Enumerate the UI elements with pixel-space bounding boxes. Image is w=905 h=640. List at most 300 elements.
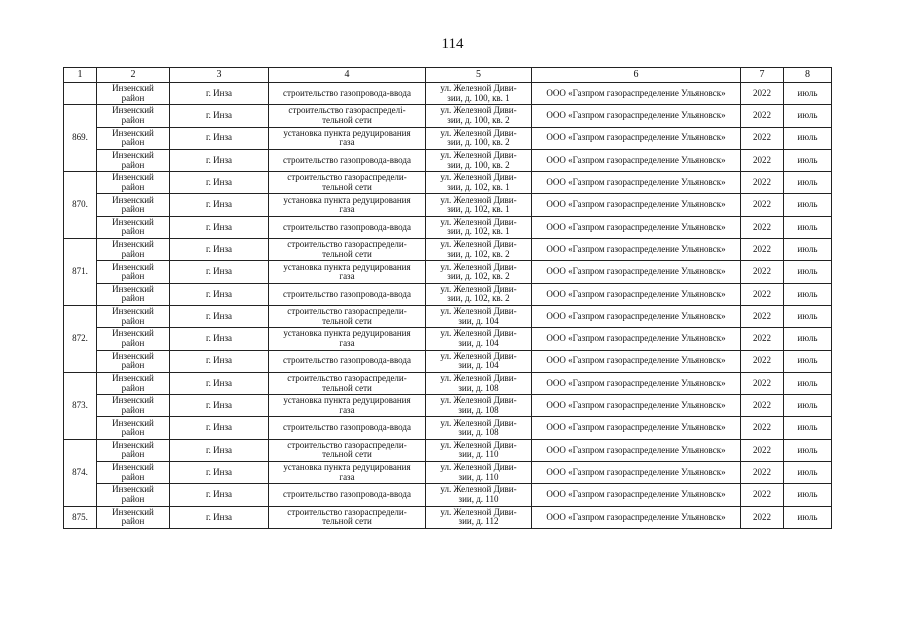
address-cell-line: зии, д. 104 xyxy=(458,315,499,326)
city-cell xyxy=(170,83,269,105)
address-cell-line: ул. Железной Диви- xyxy=(440,194,517,205)
year-cell-line: 2022 xyxy=(753,333,771,344)
city-cell xyxy=(170,350,269,372)
month-cell xyxy=(784,216,832,238)
address-cell-line: ул. Железной Диви- xyxy=(440,306,517,317)
address-cell-line: зии, д. 102, кв. 1 xyxy=(447,226,510,237)
work-cell xyxy=(269,328,426,350)
work-cell-line: строительство газораспредели- xyxy=(287,172,407,183)
address-cell-line: ул. Железной Диви- xyxy=(440,261,517,272)
month-cell-line: июль xyxy=(797,221,818,232)
work-cell xyxy=(269,239,426,261)
year-cell xyxy=(741,172,784,194)
address-cell-line: ул. Железной Диви- xyxy=(440,439,517,450)
work-cell xyxy=(269,462,426,484)
district-cell-line: район xyxy=(121,204,145,215)
organization-cell xyxy=(532,83,741,105)
district-cell-line: район xyxy=(121,293,145,304)
month-cell xyxy=(784,350,832,372)
work-cell-line: газа xyxy=(339,271,355,282)
district-cell xyxy=(97,417,170,439)
item-number: 869. xyxy=(64,105,97,172)
column-header: 7 xyxy=(741,68,784,83)
work-cell-line: тельной сети xyxy=(322,382,372,393)
column-header: 1 xyxy=(64,68,97,83)
district-cell-line: район xyxy=(121,248,145,259)
year-cell xyxy=(741,261,784,283)
work-cell xyxy=(269,261,426,283)
year-cell-line: 2022 xyxy=(753,511,771,522)
year-cell-line: 2022 xyxy=(753,288,771,299)
year-cell-line: 2022 xyxy=(753,466,771,477)
district-cell-line: Инзенский xyxy=(112,172,154,183)
district-cell xyxy=(97,239,170,261)
city-cell-line: г. Инза xyxy=(205,444,233,455)
organization-cell xyxy=(532,127,741,149)
address-cell xyxy=(426,305,532,327)
city-cell xyxy=(170,149,269,171)
work-cell-line: строительство газораспредели- xyxy=(287,239,407,250)
month-cell-line: июль xyxy=(797,333,818,344)
organization-cell-line: ООО «Газпром газораспределение Ульяновск» xyxy=(546,400,726,411)
organization-cell-line: ООО «Газпром газораспределение Ульяновск» xyxy=(546,511,726,522)
city-cell xyxy=(170,462,269,484)
table-row xyxy=(64,372,832,394)
header-row xyxy=(64,68,832,83)
address-cell xyxy=(426,149,532,171)
city-cell-line: г. Инза xyxy=(205,177,233,188)
organization-cell-line: ООО «Газпром газораспределение Ульяновск» xyxy=(546,377,726,388)
work-cell xyxy=(269,149,426,171)
address-cell xyxy=(426,462,532,484)
address-cell-line: зии, д. 100, кв. 2 xyxy=(447,114,510,125)
month-cell xyxy=(784,462,832,484)
year-cell-line: 2022 xyxy=(753,310,771,321)
year-cell xyxy=(741,105,784,127)
address-cell-line: ул. Железной Диви- xyxy=(440,83,517,94)
district-cell xyxy=(97,283,170,305)
district-cell xyxy=(97,372,170,394)
city-cell xyxy=(170,372,269,394)
organization-cell xyxy=(532,239,741,261)
address-cell-line: ул. Железной Диви- xyxy=(440,172,517,183)
table-row xyxy=(64,283,832,305)
city-cell-line: г. Инза xyxy=(205,333,233,344)
organization-cell-line: ООО «Газпром газораспределение Ульяновск» xyxy=(546,422,726,433)
year-cell-line: 2022 xyxy=(753,87,771,98)
month-cell-line: июль xyxy=(797,288,818,299)
work-cell-line: установка пункта редуцирования xyxy=(283,194,411,205)
organization-cell-line: ООО «Газпром газораспределение Ульяновск» xyxy=(546,355,726,366)
year-cell-line: 2022 xyxy=(753,444,771,455)
district-cell xyxy=(97,350,170,372)
district-cell-line: район xyxy=(121,159,145,170)
organization-cell-line: ООО «Газпром газораспределение Ульяновск» xyxy=(546,221,726,232)
table-row xyxy=(64,328,832,350)
month-cell-line: июль xyxy=(797,377,818,388)
work-cell xyxy=(269,216,426,238)
organization-cell xyxy=(532,328,741,350)
address-cell-line: зии, д. 102, кв. 2 xyxy=(447,293,510,304)
address-cell xyxy=(426,439,532,461)
work-cell-line: строительство газораспредели- xyxy=(287,306,407,317)
address-cell-line: зии, д. 108 xyxy=(458,427,499,438)
district-cell-line: район xyxy=(121,114,145,125)
district-cell-line: Инзенский xyxy=(112,373,154,383)
month-cell xyxy=(784,439,832,461)
column-header: 4 xyxy=(269,68,426,83)
month-cell xyxy=(784,83,832,105)
table-row xyxy=(64,462,832,484)
address-cell xyxy=(426,172,532,194)
table-row xyxy=(64,350,832,372)
city-cell xyxy=(170,216,269,238)
year-cell-line: 2022 xyxy=(753,489,771,500)
month-cell-line: июль xyxy=(797,489,818,500)
work-cell xyxy=(269,194,426,216)
year-cell xyxy=(741,216,784,238)
city-cell xyxy=(170,239,269,261)
address-cell-line: ул. Железной Диви- xyxy=(440,239,517,250)
work-cell-line: строительство газопровода-ввода xyxy=(283,422,411,433)
city-cell xyxy=(170,305,269,327)
work-cell-line: строительство газораспредели- xyxy=(287,506,407,517)
district-cell xyxy=(97,105,170,127)
table-row xyxy=(64,105,832,127)
month-cell-line: июль xyxy=(797,466,818,477)
work-cell-line: тельной сети xyxy=(322,315,372,326)
year-cell xyxy=(741,283,784,305)
work-cell-line: строительство газопровода-ввода xyxy=(283,154,411,165)
column-header: 5 xyxy=(426,68,532,83)
year-cell-line: 2022 xyxy=(753,221,771,232)
district-cell-line: район xyxy=(121,493,145,504)
city-cell xyxy=(170,261,269,283)
city-cell xyxy=(170,194,269,216)
work-cell-line: установка пункта редуцирования xyxy=(283,395,411,406)
address-cell-line: зии, д. 102, кв. 1 xyxy=(447,181,510,192)
work-cell-line: установка пункта редуцирования xyxy=(283,261,411,272)
organization-cell xyxy=(532,417,741,439)
address-cell-line: ул. Железной Диви- xyxy=(440,462,517,473)
year-cell-line: 2022 xyxy=(753,266,771,277)
address-cell-line: ул. Железной Диви- xyxy=(440,395,517,406)
address-cell-line: зии, д. 104 xyxy=(458,360,499,371)
month-cell-line: июль xyxy=(797,110,818,121)
work-cell xyxy=(269,506,426,528)
organization-cell-line: ООО «Газпром газораспределение Ульяновск» xyxy=(546,199,726,210)
address-cell-line: зии, д. 102, кв. 1 xyxy=(447,204,510,215)
table-row xyxy=(64,149,832,171)
district-cell-line: Инзенский xyxy=(112,150,154,161)
organization-cell-line: ООО «Газпром газораспределение Ульяновск» xyxy=(546,243,726,254)
work-cell-line: тельной сети xyxy=(322,114,372,125)
district-cell xyxy=(97,506,170,528)
month-cell xyxy=(784,261,832,283)
year-cell xyxy=(741,395,784,417)
year-cell xyxy=(741,506,784,528)
district-cell xyxy=(97,305,170,327)
month-cell-line: июль xyxy=(797,310,818,321)
address-cell-line: зии, д. 100, кв. 1 xyxy=(447,92,510,103)
city-cell-line: г. Инза xyxy=(205,221,233,232)
month-cell-line: июль xyxy=(797,199,818,210)
work-cell xyxy=(269,372,426,394)
district-cell xyxy=(97,216,170,238)
work-cell-line: строительство газораспредели- xyxy=(287,439,407,450)
address-cell-line: ул. Железной Диви- xyxy=(440,283,517,294)
item-number: 875. xyxy=(64,506,97,528)
organization-cell xyxy=(532,372,741,394)
year-cell-line: 2022 xyxy=(753,377,771,388)
organization-cell xyxy=(532,149,741,171)
district-cell-line: район xyxy=(121,271,145,282)
year-cell-line: 2022 xyxy=(753,400,771,411)
address-cell-line: ул. Железной Диви- xyxy=(440,506,517,517)
address-cell-line: зии, д. 100, кв. 2 xyxy=(447,137,510,148)
organization-cell xyxy=(532,395,741,417)
address-cell-line: зии, д. 110 xyxy=(458,493,499,504)
address-cell xyxy=(426,239,532,261)
organization-cell xyxy=(532,194,741,216)
year-cell xyxy=(741,83,784,105)
work-cell-line: тельной сети xyxy=(322,248,372,259)
district-cell-line: район xyxy=(121,337,145,348)
district-cell-line: Инзенский xyxy=(112,105,154,116)
month-cell-line: июль xyxy=(797,154,818,165)
work-cell-line: газа xyxy=(339,204,355,215)
column-header: 3 xyxy=(170,68,269,83)
address-cell-line: ул. Железной Диви- xyxy=(440,328,517,339)
table-row xyxy=(64,305,832,327)
month-cell-line: июль xyxy=(797,132,818,143)
district-cell xyxy=(97,149,170,171)
district-cell-line: Инзенский xyxy=(112,417,154,428)
month-cell-line: июль xyxy=(797,177,818,188)
organization-cell-line: ООО «Газпром газораспределение Ульяновск» xyxy=(546,489,726,500)
city-cell xyxy=(170,417,269,439)
work-cell xyxy=(269,172,426,194)
address-cell-line: зии, д. 108 xyxy=(458,382,499,393)
city-cell-line: г. Инза xyxy=(205,511,233,522)
work-cell-line: тельной сети xyxy=(322,181,372,192)
city-cell-line: г. Инза xyxy=(205,199,233,210)
page-number: 114 xyxy=(441,36,464,52)
district-cell xyxy=(97,484,170,506)
district-cell-line: Инзенский xyxy=(112,127,154,138)
table-row xyxy=(64,261,832,283)
address-cell-line: зии, д. 102, кв. 2 xyxy=(447,248,510,259)
table-row xyxy=(64,239,832,261)
city-cell xyxy=(170,283,269,305)
table-body xyxy=(64,68,832,529)
year-cell xyxy=(741,305,784,327)
month-cell xyxy=(784,395,832,417)
address-cell xyxy=(426,105,532,127)
city-cell-line: г. Инза xyxy=(205,154,233,165)
address-cell xyxy=(426,372,532,394)
address-cell xyxy=(426,83,532,105)
work-cell-line: строительство газопровода-ввода xyxy=(283,489,411,500)
work-cell xyxy=(269,484,426,506)
work-cell-line: установка пункта редуцирования xyxy=(283,127,411,138)
organization-cell-line: ООО «Газпром газораспределение Ульяновск» xyxy=(546,154,726,165)
district-cell-line: Инзенский xyxy=(112,283,154,294)
district-cell-line: район xyxy=(121,137,145,148)
item-number: 872. xyxy=(64,305,97,372)
address-cell-line: ул. Железной Диви- xyxy=(440,350,517,361)
address-cell-line: ул. Железной Диви- xyxy=(440,105,517,116)
organization-cell-line: ООО «Газпром газораспределение Ульяновск» xyxy=(546,177,726,188)
district-cell-line: район xyxy=(121,427,145,438)
city-cell xyxy=(170,172,269,194)
city-cell-line: г. Инза xyxy=(205,400,233,411)
item-number: 874. xyxy=(64,439,97,506)
district-cell-line: Инзенский xyxy=(112,261,154,272)
year-cell-line: 2022 xyxy=(753,132,771,143)
work-cell-line: строительство газопровода-ввода xyxy=(283,355,411,366)
month-cell-line: июль xyxy=(797,355,818,366)
month-cell-line: июль xyxy=(797,422,818,433)
year-cell xyxy=(741,127,784,149)
district-cell xyxy=(97,462,170,484)
city-cell-line: г. Инза xyxy=(205,132,233,143)
month-cell xyxy=(784,305,832,327)
city-cell-line: г. Инза xyxy=(205,288,233,299)
district-cell xyxy=(97,439,170,461)
city-cell-line: г. Инза xyxy=(205,489,233,500)
district-cell xyxy=(97,328,170,350)
table-row xyxy=(64,216,832,238)
city-cell xyxy=(170,395,269,417)
city-cell xyxy=(170,439,269,461)
work-cell-line: газа xyxy=(339,404,355,415)
address-cell-line: зии, д. 112 xyxy=(458,516,499,527)
work-cell xyxy=(269,127,426,149)
table-row xyxy=(64,484,832,506)
year-cell-line: 2022 xyxy=(753,243,771,254)
city-cell xyxy=(170,328,269,350)
district-cell-line: Инзенский xyxy=(112,194,154,205)
district-cell-line: район xyxy=(121,516,145,527)
district-cell-line: район xyxy=(121,471,145,482)
column-header: 2 xyxy=(97,68,170,83)
address-cell xyxy=(426,216,532,238)
address-cell-line: ул. Железной Диви- xyxy=(440,373,517,383)
month-cell xyxy=(784,506,832,528)
month-cell-line: июль xyxy=(797,87,818,98)
district-cell-line: район xyxy=(121,382,145,393)
district-cell-line: Инзенский xyxy=(112,462,154,473)
work-cell xyxy=(269,283,426,305)
work-cell-line: строительство газопровода-ввода xyxy=(283,87,411,98)
organization-cell-line: ООО «Газпром газораспределение Ульяновск» xyxy=(546,444,726,455)
work-cell xyxy=(269,105,426,127)
district-cell-line: Инзенский xyxy=(112,395,154,406)
year-cell xyxy=(741,372,784,394)
month-cell xyxy=(784,105,832,127)
city-cell-line: г. Инза xyxy=(205,355,233,366)
organization-cell-line: ООО «Газпром газораспределение Ульяновск» xyxy=(546,132,726,143)
work-cell xyxy=(269,417,426,439)
year-cell xyxy=(741,149,784,171)
district-cell xyxy=(97,261,170,283)
district-cell-line: Инзенский xyxy=(112,484,154,495)
organization-cell-line: ООО «Газпром газораспределение Ульяновск» xyxy=(546,310,726,321)
district-cell-line: район xyxy=(121,181,145,192)
table-row xyxy=(64,417,832,439)
month-cell xyxy=(784,194,832,216)
item-number: 871. xyxy=(64,239,97,306)
address-cell xyxy=(426,506,532,528)
table-row xyxy=(64,395,832,417)
table-row xyxy=(64,83,832,105)
month-cell xyxy=(784,417,832,439)
month-cell xyxy=(784,484,832,506)
item-number: 873. xyxy=(64,372,97,439)
district-cell-line: Инзенский xyxy=(112,439,154,450)
city-cell-line: г. Инза xyxy=(205,87,233,98)
address-cell-line: ул. Железной Диви- xyxy=(440,216,517,227)
district-cell xyxy=(97,172,170,194)
month-cell xyxy=(784,149,832,171)
organization-cell xyxy=(532,350,741,372)
address-cell-line: ул. Железной Диви- xyxy=(440,484,517,495)
district-cell-line: район xyxy=(121,92,145,103)
organization-cell-line: ООО «Газпром газораспределение Ульяновск» xyxy=(546,87,726,98)
year-cell xyxy=(741,439,784,461)
district-cell xyxy=(97,395,170,417)
address-cell xyxy=(426,484,532,506)
organization-cell xyxy=(532,283,741,305)
district-cell-line: район xyxy=(121,360,145,371)
table-row xyxy=(64,194,832,216)
year-cell xyxy=(741,350,784,372)
year-cell-line: 2022 xyxy=(753,199,771,210)
table-row xyxy=(64,506,832,528)
address-cell xyxy=(426,395,532,417)
month-cell xyxy=(784,283,832,305)
address-cell-line: зии, д. 110 xyxy=(458,471,499,482)
address-cell-line: зии, д. 102, кв. 2 xyxy=(447,271,510,282)
year-cell xyxy=(741,194,784,216)
work-cell-line: газа xyxy=(339,471,355,482)
district-cell xyxy=(97,127,170,149)
column-header: 6 xyxy=(532,68,741,83)
organization-cell xyxy=(532,484,741,506)
city-cell-line: г. Инза xyxy=(205,466,233,477)
address-cell-line: ул. Железной Диви- xyxy=(440,127,517,138)
address-cell xyxy=(426,328,532,350)
organization-cell-line: ООО «Газпром газораспределение Ульяновск» xyxy=(546,466,726,477)
month-cell-line: июль xyxy=(797,266,818,277)
work-cell-line: строительство газораспределі- xyxy=(288,105,406,116)
table-row xyxy=(64,127,832,149)
district-cell xyxy=(97,83,170,105)
month-cell-line: июль xyxy=(797,400,818,411)
district-cell-line: район xyxy=(121,315,145,326)
district-cell-line: район xyxy=(121,404,145,415)
work-cell xyxy=(269,439,426,461)
month-cell-line: июль xyxy=(797,243,818,254)
organization-cell xyxy=(532,172,741,194)
month-cell xyxy=(784,239,832,261)
district-cell-line: район xyxy=(121,226,145,237)
city-cell-line: г. Инза xyxy=(205,422,233,433)
year-cell-line: 2022 xyxy=(753,110,771,121)
work-cell-line: газа xyxy=(339,337,355,348)
district-cell-line: Инзенский xyxy=(112,506,154,517)
